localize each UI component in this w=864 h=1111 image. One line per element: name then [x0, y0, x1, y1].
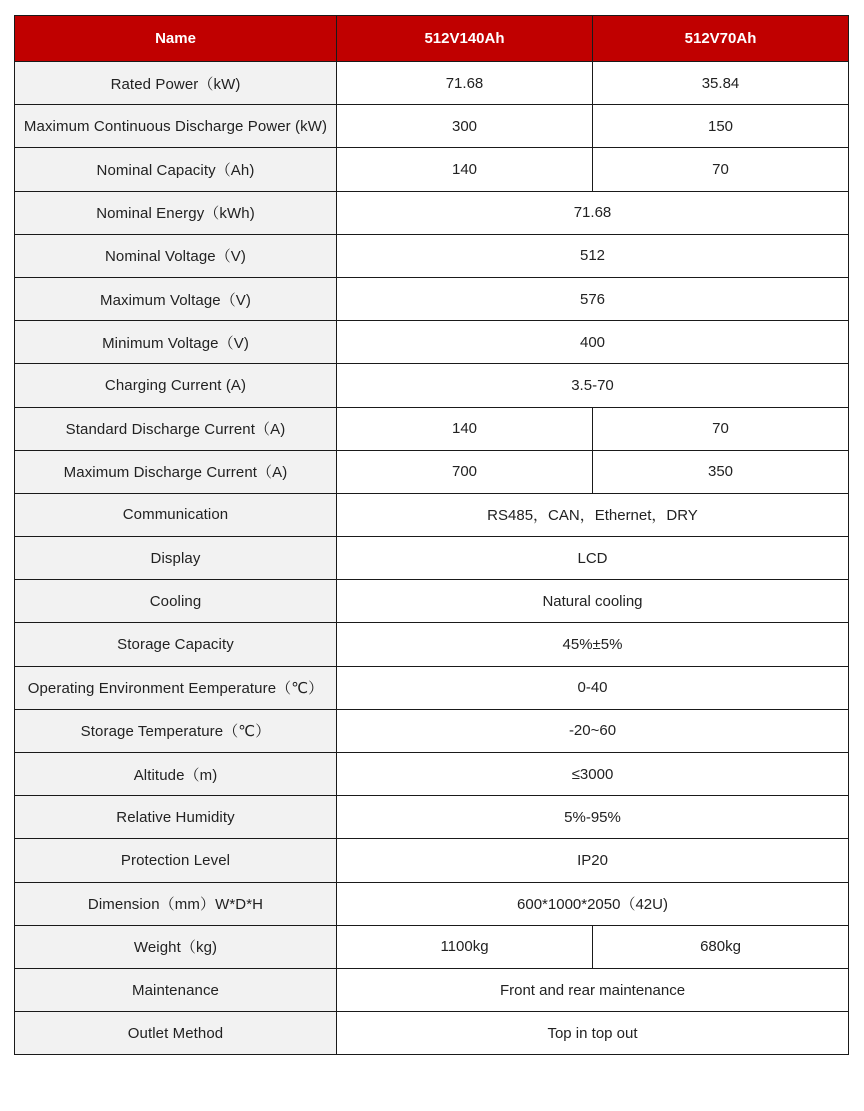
value-cell-shared: 400	[337, 321, 849, 364]
value-cell-model-b: 70	[593, 148, 849, 191]
param-cell: Operating Environment Eemperature（℃）	[15, 666, 337, 709]
table-row	[15, 191, 849, 234]
param-cell: Altitude（m)	[15, 753, 337, 796]
table-row	[15, 364, 849, 407]
value-cell-model-a: 140	[337, 148, 593, 191]
table-row	[15, 666, 849, 709]
table-row	[15, 882, 849, 925]
param-cell: Cooling	[15, 580, 337, 623]
value-cell-shared: 600*1000*2050（42U)	[337, 882, 849, 925]
table-row	[15, 321, 849, 364]
value-cell-model-b: 150	[593, 105, 849, 148]
value-cell-shared: 71.68	[337, 191, 849, 234]
table-row	[15, 580, 849, 623]
header-name: Name	[15, 16, 337, 62]
table-row	[15, 839, 849, 882]
param-cell: Charging Current (A)	[15, 364, 337, 407]
value-cell-model-a: 71.68	[337, 62, 593, 105]
value-cell-shared: Front and rear maintenance	[337, 968, 849, 1011]
param-cell: Rated Power（kW)	[15, 62, 337, 105]
value-cell-model-a: 140	[337, 407, 593, 450]
param-cell: Minimum Voltage（V)	[15, 321, 337, 364]
table-row	[15, 493, 849, 536]
value-cell-shared: RS485，CAN，Ethernet，DRY	[337, 493, 849, 536]
value-cell-model-b: 680kg	[593, 925, 849, 968]
param-cell: Communication	[15, 493, 337, 536]
table-row	[15, 148, 849, 191]
value-cell-shared: Top in top out	[337, 1012, 849, 1055]
header-row	[15, 16, 849, 62]
param-cell: Nominal Capacity（Ah)	[15, 148, 337, 191]
value-cell-shared: IP20	[337, 839, 849, 882]
param-cell: Maximum Continuous Discharge Power (kW)	[15, 105, 337, 148]
table-row	[15, 623, 849, 666]
param-cell: Storage Capacity	[15, 623, 337, 666]
table-row	[15, 753, 849, 796]
header-model-a: 512V140Ah	[337, 16, 593, 62]
table-row	[15, 1012, 849, 1055]
table-row	[15, 796, 849, 839]
value-cell-shared: Natural cooling	[337, 580, 849, 623]
value-cell-shared: LCD	[337, 537, 849, 580]
param-cell: Relative Humidity	[15, 796, 337, 839]
spec-table	[14, 15, 849, 1055]
table-row	[15, 709, 849, 752]
param-cell: Maintenance	[15, 968, 337, 1011]
table-row	[15, 968, 849, 1011]
table-row	[15, 234, 849, 277]
table-header	[15, 16, 849, 62]
table-row	[15, 537, 849, 580]
header-model-b: 512V70Ah	[593, 16, 849, 62]
value-cell-model-b: 35.84	[593, 62, 849, 105]
value-cell-shared: 5%-95%	[337, 796, 849, 839]
value-cell-model-a: 700	[337, 450, 593, 493]
value-cell-model-b: 70	[593, 407, 849, 450]
param-cell: Maximum Discharge Current（A)	[15, 450, 337, 493]
param-cell: Nominal Voltage（V)	[15, 234, 337, 277]
param-cell: Dimension（mm）W*D*H	[15, 882, 337, 925]
param-cell: Weight（kg)	[15, 925, 337, 968]
value-cell-shared: -20~60	[337, 709, 849, 752]
param-cell: Storage Temperature（℃）	[15, 709, 337, 752]
param-cell: Standard Discharge Current（A)	[15, 407, 337, 450]
param-cell: Maximum Voltage（V)	[15, 277, 337, 320]
table-row	[15, 925, 849, 968]
value-cell-model-a: 300	[337, 105, 593, 148]
table-body	[15, 62, 849, 1055]
table-row	[15, 105, 849, 148]
param-cell: Protection Level	[15, 839, 337, 882]
value-cell-shared: 576	[337, 277, 849, 320]
value-cell-model-b: 350	[593, 450, 849, 493]
value-cell-model-a: 1100kg	[337, 925, 593, 968]
value-cell-shared: ≤3000	[337, 753, 849, 796]
value-cell-shared: 45%±5%	[337, 623, 849, 666]
table-row	[15, 407, 849, 450]
table-row	[15, 62, 849, 105]
table-row	[15, 450, 849, 493]
table-row	[15, 277, 849, 320]
value-cell-shared: 0-40	[337, 666, 849, 709]
value-cell-shared: 3.5-70	[337, 364, 849, 407]
param-cell: Nominal Energy（kWh)	[15, 191, 337, 234]
value-cell-shared: 512	[337, 234, 849, 277]
param-cell: Outlet Method	[15, 1012, 337, 1055]
param-cell: Display	[15, 537, 337, 580]
